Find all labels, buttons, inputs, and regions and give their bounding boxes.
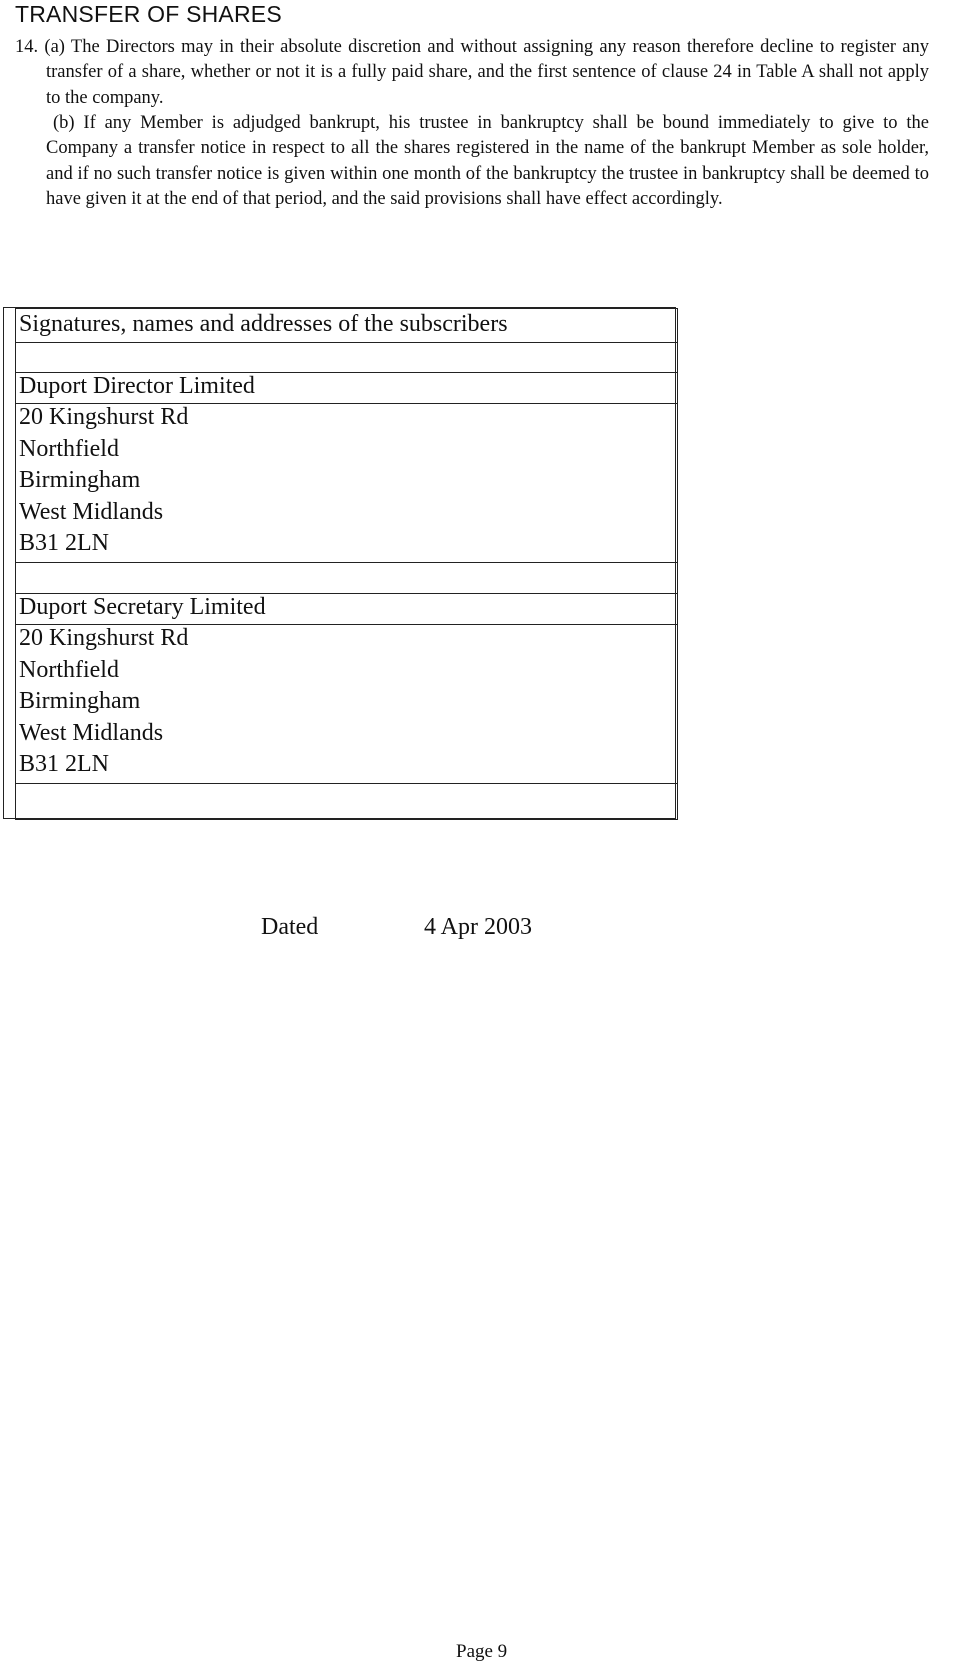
- subscriber-name-row: [15, 372, 678, 403]
- spacer-row: [15, 783, 678, 820]
- clause-14b: (b) If any Member is adjudged bankrupt, his trustee in bankruptcy shall be bound immediately to give to the Company a transfer notice in respect to all the shares registered in the name of the bankrupt Member as sole holder, and if no such transfer notice is given within one month of the bankruptcy the trustee in bankruptcy shall be deemed to have given it at the end of that period, and the said provisions shall have effect accordingly.: [46, 113, 929, 209]
- address-line: Birmingham: [19, 688, 141, 714]
- clause-14a: 14. (a) The Directors may in their absolute discretion and without assigning any reason therefore decline to register any transfer of a share, whether or not it is a fully paid share, and the first sentence of clause 24 in Table A shall not apply to the company.: [15, 37, 929, 108]
- address-line: B31 2LN: [19, 751, 109, 777]
- subscribers-table: [3, 307, 676, 819]
- subscribers-heading-row: [15, 308, 678, 342]
- address-line: 20 Kingshurst Rd: [19, 625, 189, 651]
- address-line: West Midlands: [19, 498, 164, 525]
- dated-label: Dated: [261, 914, 319, 940]
- address-line: West Midlands: [19, 719, 164, 746]
- address-line: 20 Kingshurst Rd: [19, 404, 189, 430]
- subscriber-name-row: [15, 593, 678, 624]
- section-title: TRANSFER OF SHARES: [15, 1, 282, 27]
- spacer-row: [15, 562, 678, 593]
- dated-value: 4 Apr 2003: [424, 914, 532, 940]
- address-line: B31 2LN: [19, 530, 109, 556]
- subscriber-address: [19, 623, 188, 781]
- subscriber-address-row: [15, 403, 678, 562]
- subscriber-address: [19, 402, 188, 560]
- address-line: Birmingham: [19, 467, 141, 493]
- subscriber-name: Duport Secretary Limited: [19, 594, 266, 620]
- spacer-row: [15, 342, 678, 372]
- page-number: Page 9: [456, 1641, 508, 1662]
- address-line: Northfield: [19, 435, 119, 462]
- address-line: Northfield: [19, 656, 119, 683]
- subscriber-address-row: [15, 624, 678, 783]
- subscribers-heading: Signatures, names and addresses of the subscribers: [19, 311, 508, 337]
- subscriber-name: Duport Director Limited: [19, 373, 255, 399]
